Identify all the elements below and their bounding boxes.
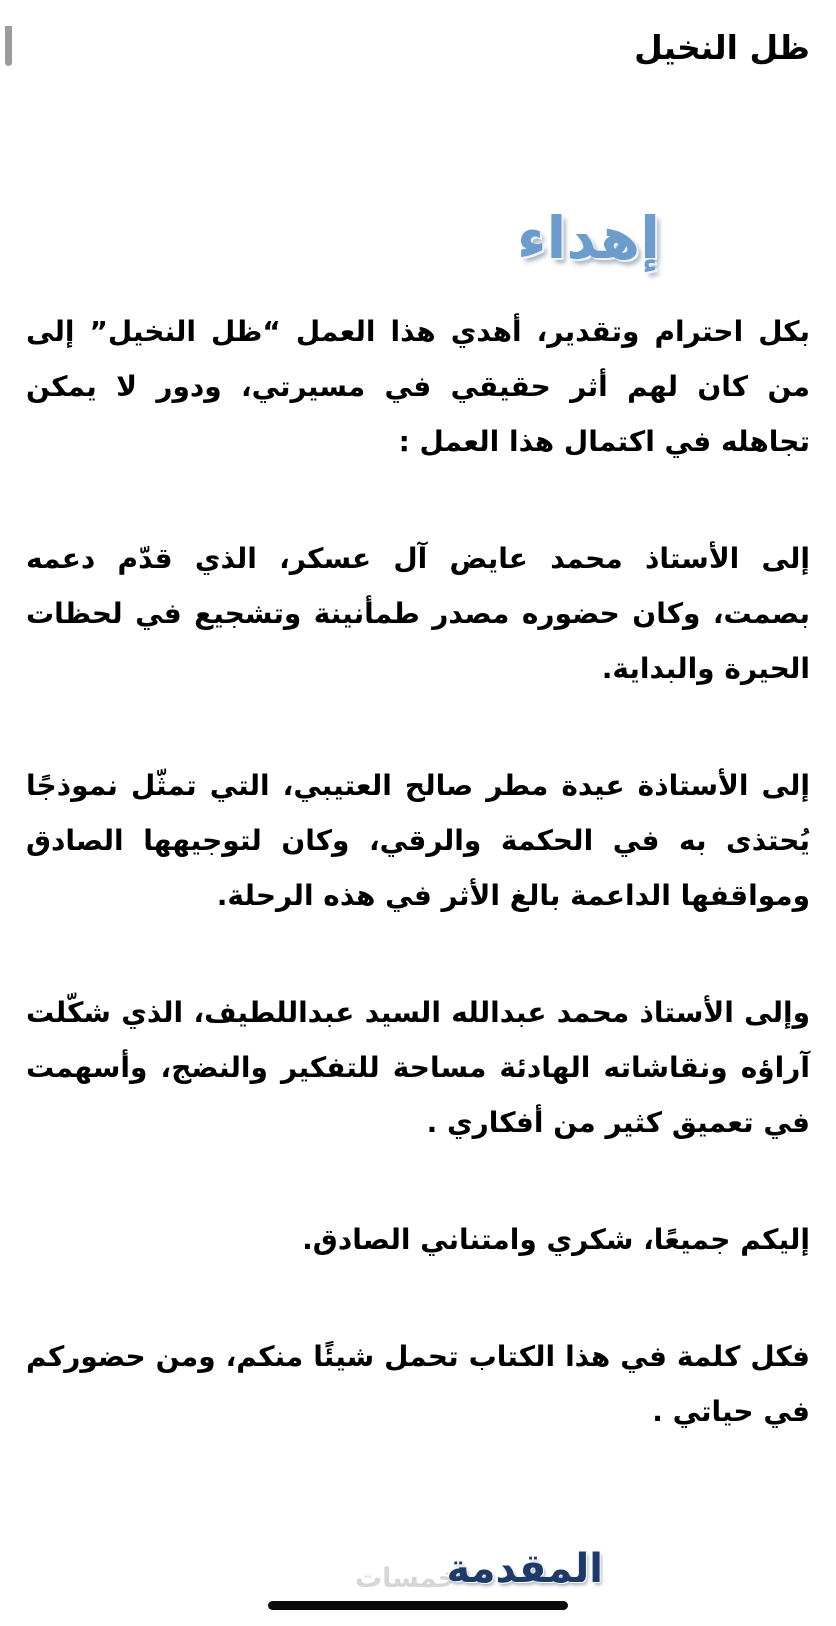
dedication-heading: إهداء bbox=[516, 204, 660, 272]
dedication-paragraph-6: فكل كلمة في هذا الكتاب تحمل شيئًا منكم، ومن حضوركم في حياتي . bbox=[26, 1340, 810, 1428]
next-section-heading: المقدمة bbox=[446, 1546, 603, 1592]
home-indicator[interactable] bbox=[268, 1601, 568, 1610]
dedication-paragraph-3: إلى الأستاذة عيدة مطر صالح العتيبي، التي تمثّل نموذجًا يُحتذى به في الحكمة والرقي، وكان لتوجيهها الصادق ومواقفها الداعمة بالغ الأثر في هذه الرحلة. bbox=[26, 769, 810, 912]
document-page bbox=[0, 26, 836, 1439]
dedication-paragraph-2: إلى الأستاذ محمد عايض آل عسكر، الذي قدّم دعمه بصمت، وكان حضوره مصدر طمأنينة وتشجيع في لحظات الحيرة والبداية. bbox=[26, 542, 810, 685]
dedication-page bbox=[0, 26, 836, 1626]
dedication-paragraph-1: بكل احترام وتقدير، أهدي هذا العمل “ظل النخيل” إلى من كان لهم أثر حقيقي في مسيرتي، ودور لا يمكن تجاهله في اكتمال هذا العمل : bbox=[26, 315, 810, 458]
dedication-paragraph-5: إليكم جميعًا، شكري وامتناني الصادق. bbox=[302, 1223, 810, 1256]
book-title: ظل النخيل bbox=[634, 28, 810, 67]
scrollbar-thumb[interactable] bbox=[5, 26, 12, 66]
dedication-body bbox=[26, 304, 810, 1439]
khamsat-watermark: خمسات bbox=[355, 1563, 458, 1594]
dedication-paragraph-4: وإلى الأستاذ محمد عبدالله السيد عبداللطيف، الذي شكّلت آراؤه ونقاشاته الهادئة مساحة للتفكير والنضج، وأسهمت في تعميق كثير من أفكاري . bbox=[26, 996, 810, 1139]
